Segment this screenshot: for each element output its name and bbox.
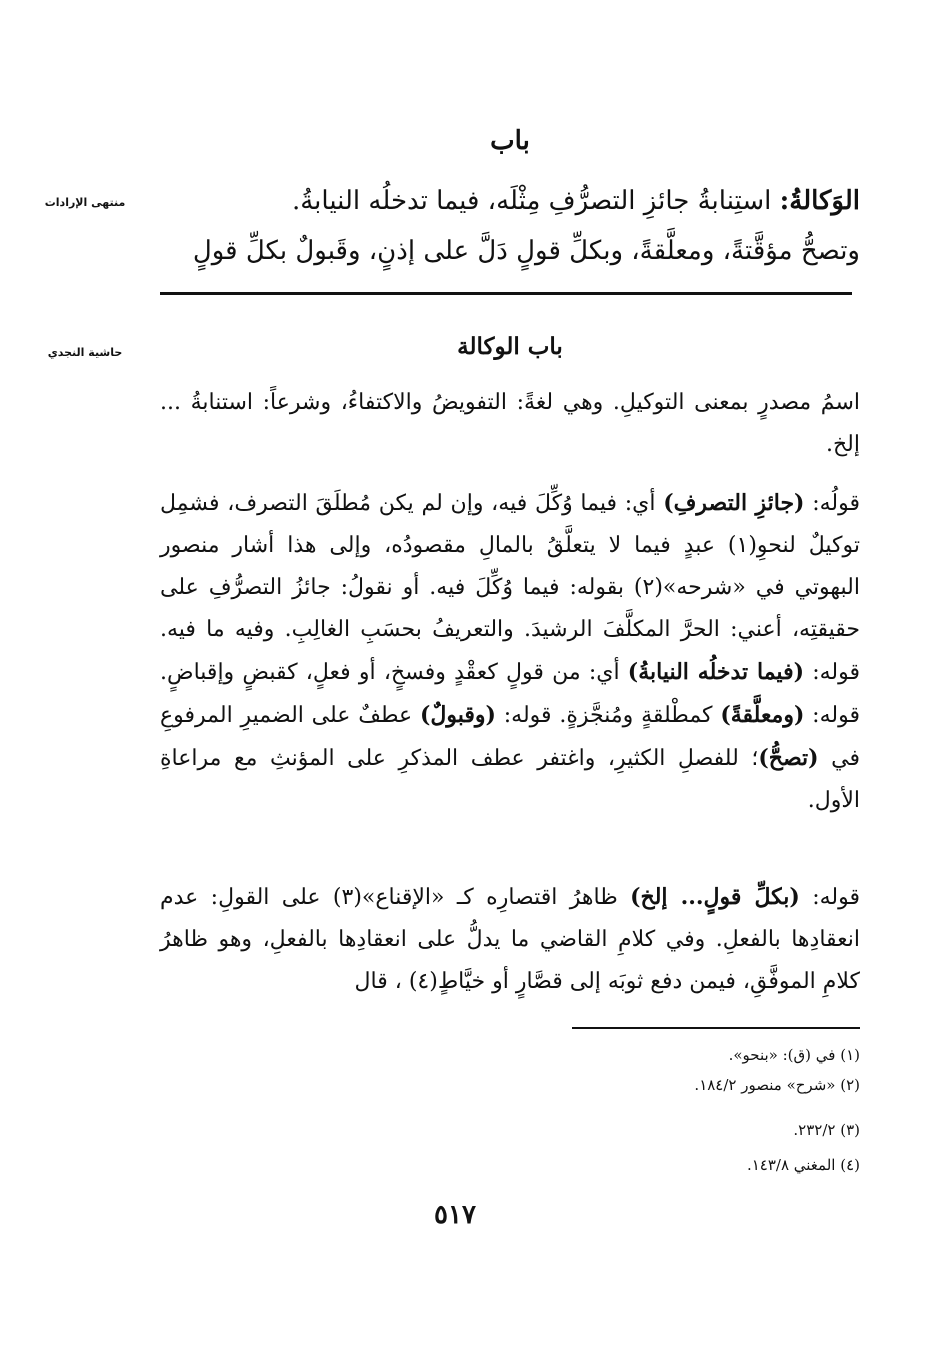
p2-quote-j: (تصحُّ) bbox=[758, 745, 819, 771]
p2-text-a: قولُه: bbox=[804, 491, 860, 516]
p2-text-c: أي: فيما وُكِّلَ فيه، وإن لم يكن مُطلَقَ التصرف، فشمِل توكيلٌ لنحوِ(١) عبدٍ فيما لا يتعلَّقُ بالمالِ مقصودُه، وإلى هذا أشار منصور البهوتي في «شرحه»(٢) بقوله: فيما وُكِّلَ فيه. أو نقولُ: جائزُ التصرُّفِ على حقيقتِه، أعني: الحرَّ المكلَّفَ الرشيدَ. والتعريفُ بحسَبِ الغالِبِ. وفيه ما فيه. قوله: bbox=[160, 491, 860, 685]
margin-label-hashiya: حاشية النجدي bbox=[47, 346, 123, 359]
footnote-2: (٢) «شرح» منصور ١٨٤/٢. bbox=[694, 1076, 860, 1094]
separator-rule bbox=[160, 292, 852, 295]
matn-term: الوَكالةُ: bbox=[779, 186, 860, 216]
footnote-3: (٣) ٢٣٢/٢. bbox=[793, 1121, 860, 1139]
p3-text-c: ظاهرُ اقتصارِه كـ «الإقناع»(٣) على القولِ: عدم انعقادِها بالفعلِ. وفي كلامِ القاضي ما يدلُّ على انعقادِها بالفعلِ، وهو ظاهرُ كلامِ الموفَّقِ، فيمن دفع ثوبَه إلى قصَّارٍ أو خيَّاطٍ(٤) ، قال bbox=[160, 885, 860, 994]
p2-text-i: عطفٌ على الضميرِ المرفوعِ في bbox=[160, 703, 860, 771]
p3-text-a: قوله: bbox=[799, 885, 860, 910]
p2-quote-h: (وقبولٌ) bbox=[420, 702, 496, 728]
hashiya-paragraph-2 bbox=[160, 482, 860, 822]
margin-label-muntaha: منتهى الإرادات bbox=[44, 196, 126, 209]
footnote-rule bbox=[572, 1027, 860, 1029]
p2-quote-f: (ومعلَّقةً) bbox=[720, 702, 805, 728]
hashiya-title: باب الوكالة bbox=[457, 333, 563, 360]
matn-line2: وتصحُّ مؤقَّتةً، ومعلَّقةً، وبكلِّ قولٍ دَلَّ على إذنٍ، وقَبولٌ بكلِّ قولٍ bbox=[192, 236, 860, 266]
footnote-1: (١) في (ق): «بنحو». bbox=[728, 1046, 860, 1064]
p2-quote-b: (جائزِ التصرفِ) bbox=[663, 490, 805, 516]
p2-text-k: ؛ للفصلِ الكثيرِ، واغتفر عطف المذكرِ على المؤنثِ مع مراعاةِ الأول. bbox=[160, 746, 860, 813]
matn-line1: استِنابةُ جائزِ التصرُّفِ مِثْلَه، فيما تدخلُه النيابةُ. bbox=[291, 186, 780, 216]
matn-text bbox=[160, 176, 860, 276]
hashiya-paragraph-3 bbox=[160, 876, 860, 1003]
page-number: ٥١٧ bbox=[434, 1200, 476, 1230]
p3-quote-b: (بكلِّ قولٍ... إلخ) bbox=[630, 884, 800, 910]
matn-title: باب bbox=[490, 126, 530, 156]
p2-quote-d: (فيما تدخلُه النيابةُ) bbox=[627, 659, 804, 685]
hashiya-paragraph-1: اسمُ مصدرٍ بمعنى التوكيلِ. وهي لغةً: التفويضُ والاكتفاءُ، وشرعاً: استنابةُ ... إلخ. bbox=[160, 390, 860, 457]
p2-text-g: كمطْلقةٍ ومُنجَّزةٍ. قوله: bbox=[495, 703, 721, 728]
footnote-4: (٤) المغني ١٤٣/٨. bbox=[746, 1156, 860, 1174]
p2-text-e: أي: من قولٍ كعقْدٍ وفسخٍ، أو فعلٍ، كقبضٍ وإقباضٍ. قوله: bbox=[160, 660, 860, 728]
